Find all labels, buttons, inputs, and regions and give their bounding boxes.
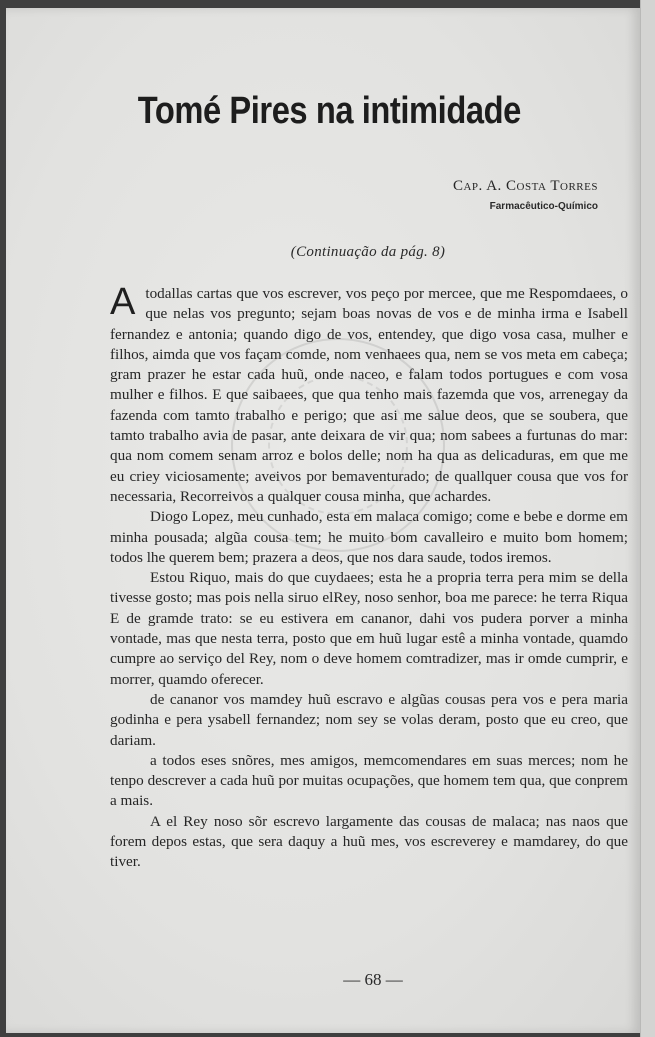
document-page [6, 8, 640, 1033]
paragraph-6: A el Rey noso sõr escrevo largamente das cousas de malaca; nas naos que forem depos estas, que sera daquy a huũ mes, vos escreverey e mamdarey, do que tiver. [110, 812, 628, 871]
author-name: Cap. A. Costa Torres [452, 178, 598, 194]
paragraph-1-text: todallas cartas que vos escrever, vos peço por mercee, que me Respomdaees, o que nelas vos pregunto; sejam boas novas de vos e de minha irma e Isabell fernandez e antonia; quando digo de vos, entendey, que digo vosa casa, mulher e filhos, aimda que vos façam comde, nom venhaees qua, nem se vos meta em cabeça; gram prazer he estar cada huũ, onde naceo, e falam todos portugues e com vosa mulher e filhos. E que saibaees, que qua tenho mais fazemda que vos, arrenegay da fazenda com tamto trabalho e perigo; que asi me salue deos, que se soubera, que tamto trabalho avia de pasar, ante deixara de vir qua; nom sabees a furtunas do mar: qua nom comem senam arroz e bolos delle; nom ha qua as delicaduras, em que me eu criey viciosamente; aveivos por bemaventurado; de quallquer cousa que vos for necessaria, Recorreivos a qualquer cousa minha, que achardes. [110, 285, 628, 505]
paragraph-4: de cananor vos mamdey huũ escravo e algũas cousas pera vos e pera maria godinha e pera ysabell fernandez; nom sey se volas deram, posto que eu creo, que dariam. [110, 690, 628, 749]
page-number: — 68 — [343, 970, 403, 989]
paragraph-3: Estou Riquo, mais do que cuydaees; esta he a propria terra pera mim se della tivesse gosto; mas pois nella siruo elRey, noso senhor, boa me parece: he terra Riqua E de gramde trato: se eu estivera em cananor, dahi vos pudera porver a minha vontade, mas que nesta terra, posto que em huũ lugar estê a minha vontade, quamdo cumpre ao serviço del Rey, nom o deve homem comtradizer, mas ir omde cumprir, e morrer, quamdo oferecer. [110, 569, 628, 688]
article-title: Tomé Pires na intimidade [137, 90, 521, 132]
paragraph-1 [110, 281, 628, 507]
paragraph-5: a todos eses snõres, mes amigos, memcomendares em suas merces; nom he tenpo descrever a cada huũ por muitas ocupações, que homem tem qua, que conprem a mais. [110, 751, 628, 810]
article-body [110, 281, 628, 873]
continuation-note: (Continuação da pág. 8) [290, 244, 446, 260]
paragraph-2: Diogo Lopez, meu cunhado, esta em malaca comigo; come e bebe e dorme em minha pousada; algũa cousa tem; he muito bom cavalleiro e muito bom homem; todos lhe querem bem; prazera a deos, que nos dara saude, todos iremos. [110, 508, 628, 566]
author-role: Farmacêutico-Químico [489, 201, 598, 212]
adjacent-page-edge [640, 0, 655, 1037]
drop-cap: A [110, 281, 136, 323]
